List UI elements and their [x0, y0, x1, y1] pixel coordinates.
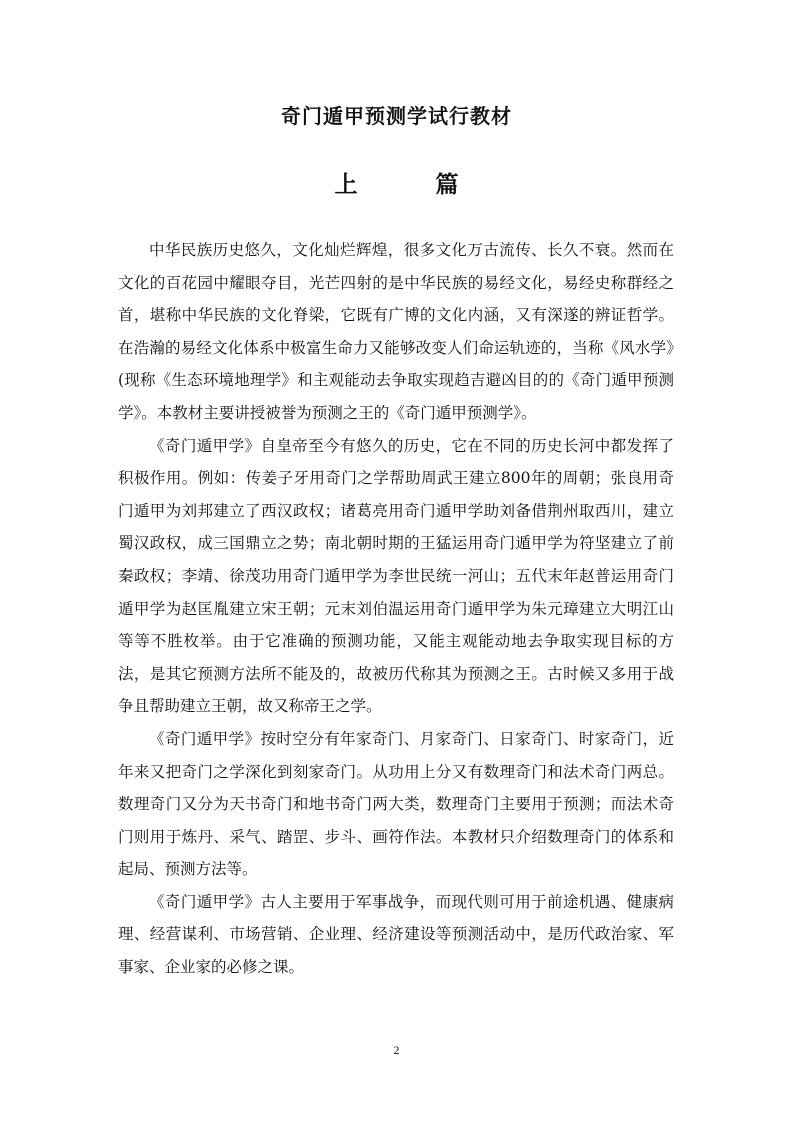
page-number: 2 — [393, 1043, 400, 1057]
section-heading — [0, 166, 793, 199]
body-text — [118, 234, 674, 984]
section-heading-part1: 上 — [334, 171, 358, 198]
paragraph-3: 《奇门遁甲学》按时空分有年家奇门、月家奇门、日家奇门、时家奇门，近年来又把奇门之学深化到刻家奇门。从功用上分又有数理奇门和法术奇门两总。数理奇门又分为天书奇门和地书奇门两大类，数理奇门主要用于预测；而法术奇门则用于炼丹、采气、踏罡、步斗、画符作法。本教材只介绍数理奇门的体系和起局、预测方法等。 — [118, 729, 674, 879]
paragraph-4: 《奇门遁甲学》古人主要用于军事战争，而现代则可用于前途机遇、健康病理、经营谋利、市场营销、企业理、经济建设等预测活动中，是历代政治家、军事家、企业家的必修之课。 — [118, 892, 674, 977]
section-heading-part2: 篇 — [435, 171, 459, 198]
paragraph-1: 中华民族历史悠久，文化灿烂辉煌，很多文化万古流传、长久不衰。然而在文化的百花园中耀眼夺目，光芒四射的是中华民族的易经文化，易经史称群经之首，堪称中华民族的文化脊梁，它既有广博的文化内涵，又有深遂的辨证哲学。在浩瀚的易经文化体系中极富生命力又能够改变人们命运轨迹的，当称《风水学》(现称《生态环境地理学》和主观能动去争取实现趋吉避凶目的的《奇门遁甲预测学》。本教材主要讲授被誉为预测之王的《奇门遁甲预测学》。 — [118, 241, 674, 422]
paragraph-2: 《奇门遁甲学》自皇帝至今有悠久的历史，它在不同的历史长河中都发挥了 积极作用。例如：传姜子牙用奇门之学帮助周武王建立800年的周朝；张良用奇门遁甲为刘邦建立了西汉政权；诸葛亮用奇门遁甲学助刘备借荆州取西川，建立蜀汉政权，成三国鼎立之势；南北朝时期的王猛运用奇门遁甲学为符坚建立了前秦政权；李靖、徐茂功用奇门遁甲学为李世民统一河山；五代末年赵普运用奇门遁甲学为赵匡胤建立宋王朝；元末刘伯温运用奇门遁甲学为朱元璋建立大明江山等等不胜枚举。由于它准确的预测功能，又能主观能动地去争取实现目标的方法，是其它预测方法所不能及的，故被历代称其为预测之王。古时候又多用于战争且帮助建立王朝，故又称帝王之学。 — [118, 436, 674, 716]
document-title: 奇门遁甲预测学试行教材 — [281, 104, 512, 128]
